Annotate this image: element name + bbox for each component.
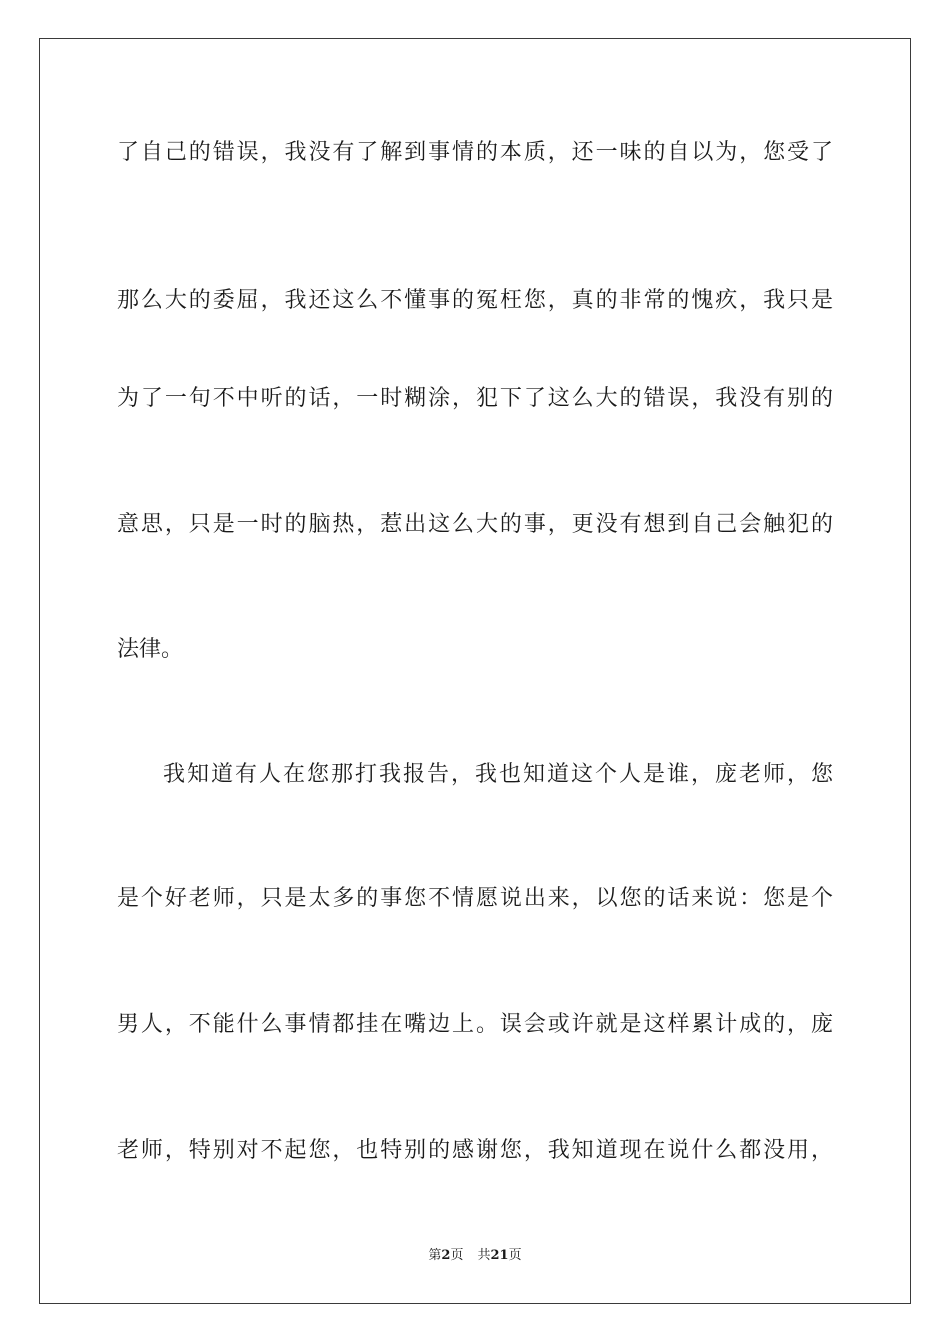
page-total: 21 (490, 1248, 509, 1263)
text-line: 男人，不能什么事情都挂在嘴边上。误会或许就是这样累计成的，庞 (117, 1012, 833, 1037)
text-line: 那么大的委屈，我还这么不懂事的冤枉您，真的非常的愧疚，我只是 (117, 288, 833, 313)
text-line: 意思，只是一时的脑热，惹出这么大的事，更没有想到自己会触犯的 (117, 512, 833, 537)
page-border (39, 38, 911, 1304)
text-line: 是个好老师，只是太多的事您不情愿说出来，以您的话来说：您是个 (117, 886, 833, 911)
total-suffix: 页 (508, 1248, 522, 1263)
text-line: 了自己的错误，我没有了解到事情的本质，还一味的自以为，您受了 (117, 140, 833, 165)
text-line: 为了一句不中听的话，一时糊涂，犯下了这么大的错误，我没有别的 (117, 386, 833, 411)
page-suffix: 页 (450, 1248, 464, 1263)
text-line: 老师，特别对不起您，也特别的感谢您，我知道现在说什么都没用， (117, 1138, 833, 1163)
page-prefix: 第 (428, 1248, 442, 1263)
text-line: 我知道有人在您那打我报告，我也知道这个人是谁，庞老师，您 (163, 762, 833, 787)
total-prefix: 共 (477, 1248, 491, 1263)
page-footer (0, 1248, 950, 1264)
text-line: 法律。 (117, 637, 184, 662)
page-current: 2 (441, 1248, 451, 1263)
